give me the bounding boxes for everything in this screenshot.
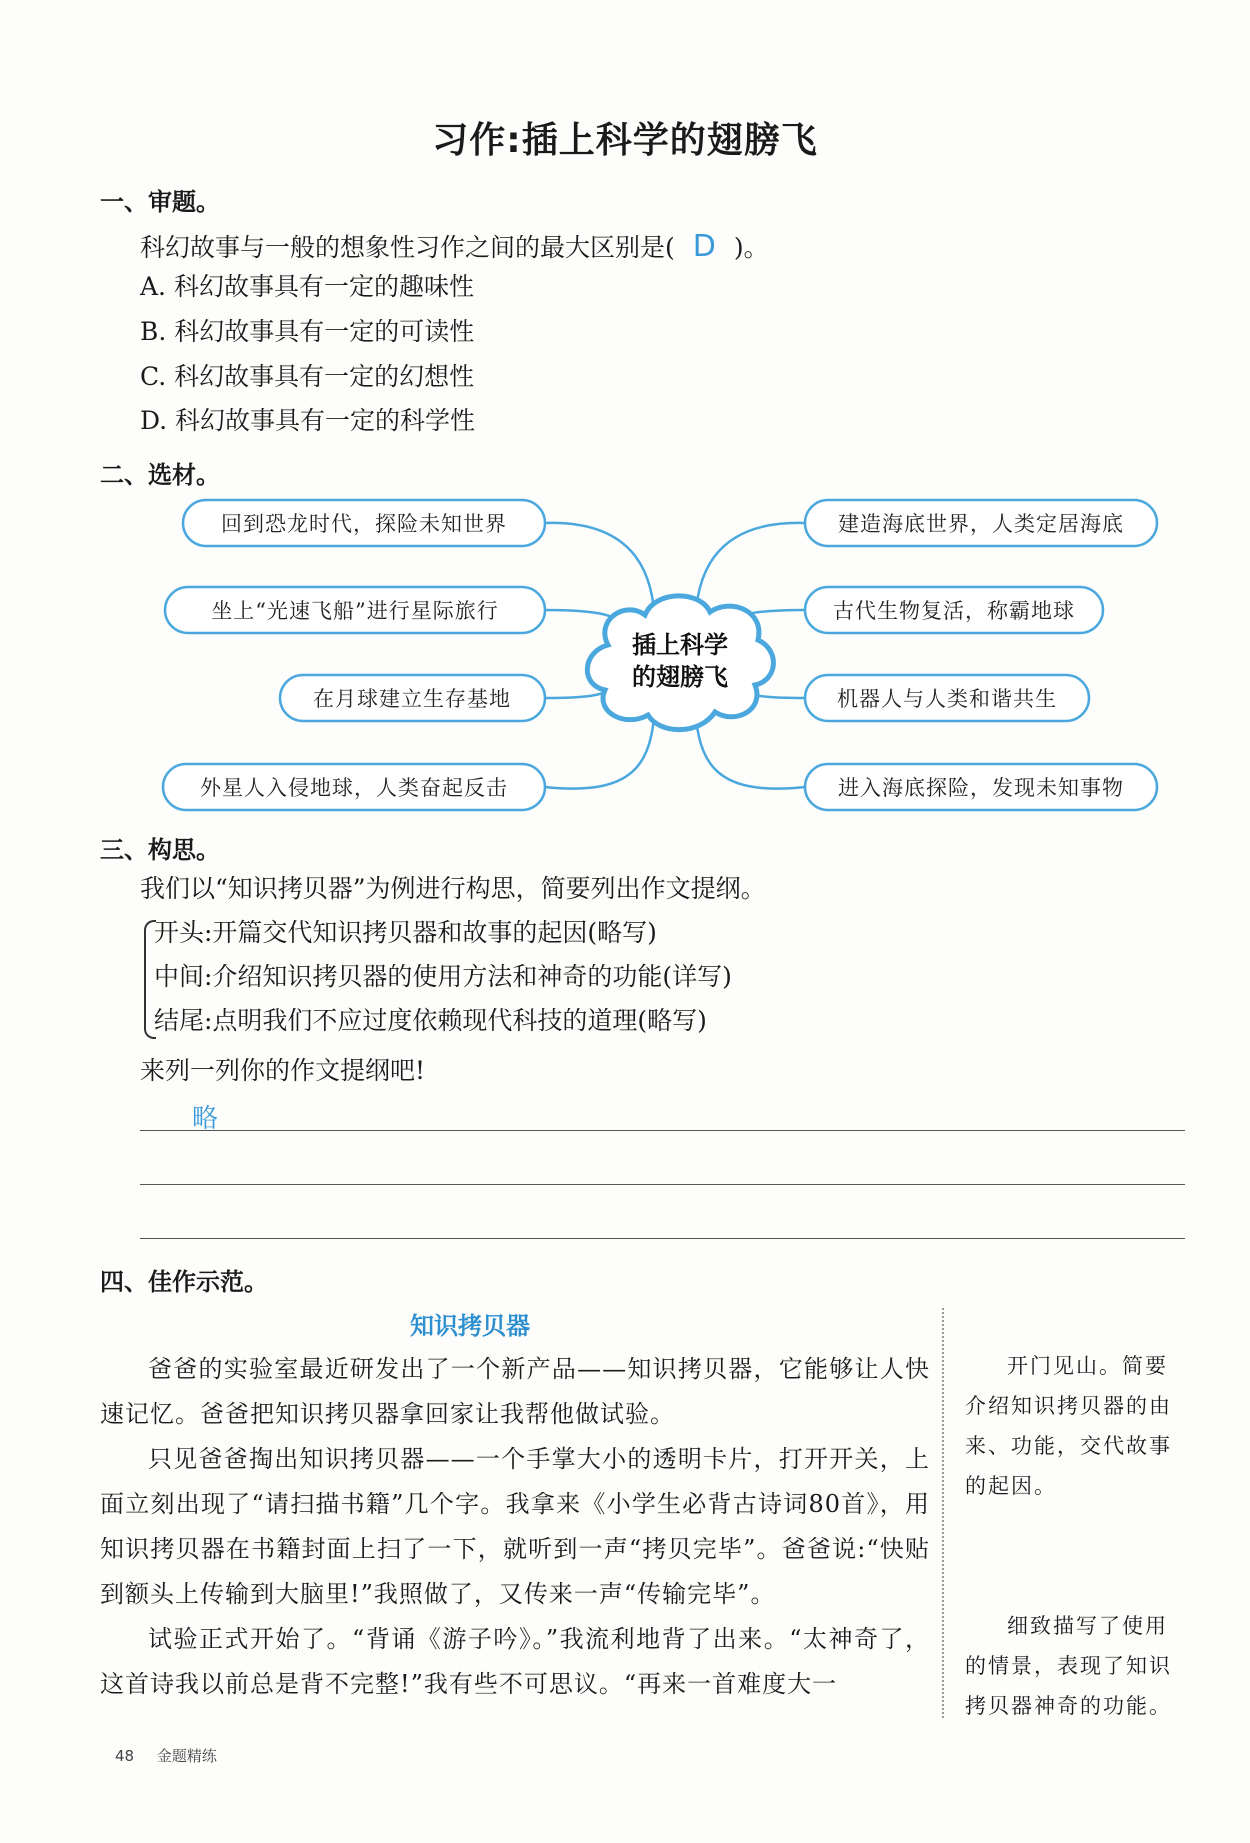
- question-end: )。: [733, 233, 769, 262]
- article-body: [100, 1347, 930, 1707]
- margin-divider: [942, 1308, 944, 1718]
- center-line-2: 的翅膀飞: [632, 663, 728, 691]
- handwritten-answer: 略: [192, 1104, 219, 1134]
- outline-prompt: 来列一列你的作文提纲吧!: [140, 1056, 426, 1085]
- answer-line-2: [140, 1184, 1185, 1185]
- right-node-1: 建造海底世界，人类定居海底: [838, 512, 1124, 536]
- outline-ending: 结尾:点明我们不应过度依赖现代科技的道理(略写): [154, 1006, 707, 1035]
- section-4-heading: 四、佳作示范。: [100, 1268, 268, 1296]
- question-text: [140, 229, 769, 265]
- section-3-heading: 三、构思。: [100, 836, 220, 864]
- right-node-4: 进入海底探险，发现未知事物: [838, 776, 1124, 800]
- section-1-heading: 一、审题。: [100, 188, 220, 216]
- outline-opening: 开头:开篇交代知识拷贝器和故事的起因(略写): [154, 918, 657, 947]
- option-c: C. 科幻故事具有一定的幻想性: [140, 362, 475, 391]
- page-footer: [115, 1745, 217, 1766]
- outline-middle: 中间:介绍知识拷贝器的使用方法和神奇的功能(详写): [154, 962, 732, 991]
- center-line-1: 插上科学: [632, 631, 728, 659]
- outline-intro: 我们以“知识拷贝器”为例进行构思，简要列出作文提纲。: [140, 874, 766, 903]
- answer-line-3: [140, 1238, 1185, 1239]
- page-number: 48: [115, 1747, 135, 1765]
- article-paragraph: 只见爸爸掏出知识拷贝器——一个手掌大小的透明卡片，打开开关，上面立刻出现了“请扫描书籍”几个字。我拿来《小学生必背古诗词80首》，用知识拷贝器在书籍封面上扫了一下，就听到一声“拷贝完毕”。爸爸说:“快贴到额头上传输到大脑里!”我照做了，又传来一声“传输完毕”。: [100, 1445, 930, 1608]
- left-node-3: 在月球建立生存基地: [313, 687, 511, 711]
- option-b: B. 科幻故事具有一定的可读性: [140, 317, 475, 346]
- left-node-1: 回到恐龙时代，探险未知世界: [221, 512, 507, 536]
- left-nodes: [163, 500, 545, 810]
- article-paragraph: 爸爸的实验室最近研发出了一个新产品——知识拷贝器，它能够让人快速记忆。爸爸把知识拷贝器拿回家让我帮他做试验。: [100, 1355, 930, 1428]
- left-node-4: 外星人入侵地球，人类奋起反击: [200, 776, 508, 800]
- option-d: D. 科幻故事具有一定的科学性: [140, 406, 476, 435]
- margin-note-2: 细致描写了使用的情景，表现了知识拷贝器神奇的功能。: [965, 1614, 1172, 1718]
- answer-line-1: [140, 1130, 1185, 1131]
- margin-note-1: 开门见山。简要介绍知识拷贝器的由来、功能，交代故事的起因。: [965, 1354, 1172, 1498]
- left-node-2: 坐上“光速飞船”进行星际旅行: [211, 599, 499, 623]
- mind-map-center: [587, 596, 773, 730]
- question-stem: 科幻故事与一般的想象性习作之间的最大区别是(: [140, 233, 675, 262]
- mind-map: [0, 480, 1250, 830]
- right-node-2: 古代生物复活，称霸地球: [833, 599, 1075, 623]
- section-2-heading: 二、选材。: [100, 461, 220, 489]
- right-node-3: 机器人与人类和谐共生: [837, 687, 1057, 711]
- article-paragraph: 试验正式开始了。“背诵《游子吟》。”我流利地背了出来。“太神奇了，这首诗我以前总是背不完整!”我有些不可思议。“再来一首难度大一: [100, 1625, 930, 1698]
- page-title: 习作:插上科学的翅膀飞: [432, 120, 818, 161]
- answer-letter: D: [692, 229, 716, 264]
- article-title: 知识拷贝器: [410, 1312, 530, 1340]
- right-nodes: [805, 500, 1157, 810]
- book-name: 金题精练: [156, 1747, 217, 1765]
- option-a: A. 科幻故事具有一定的趣味性: [140, 272, 474, 301]
